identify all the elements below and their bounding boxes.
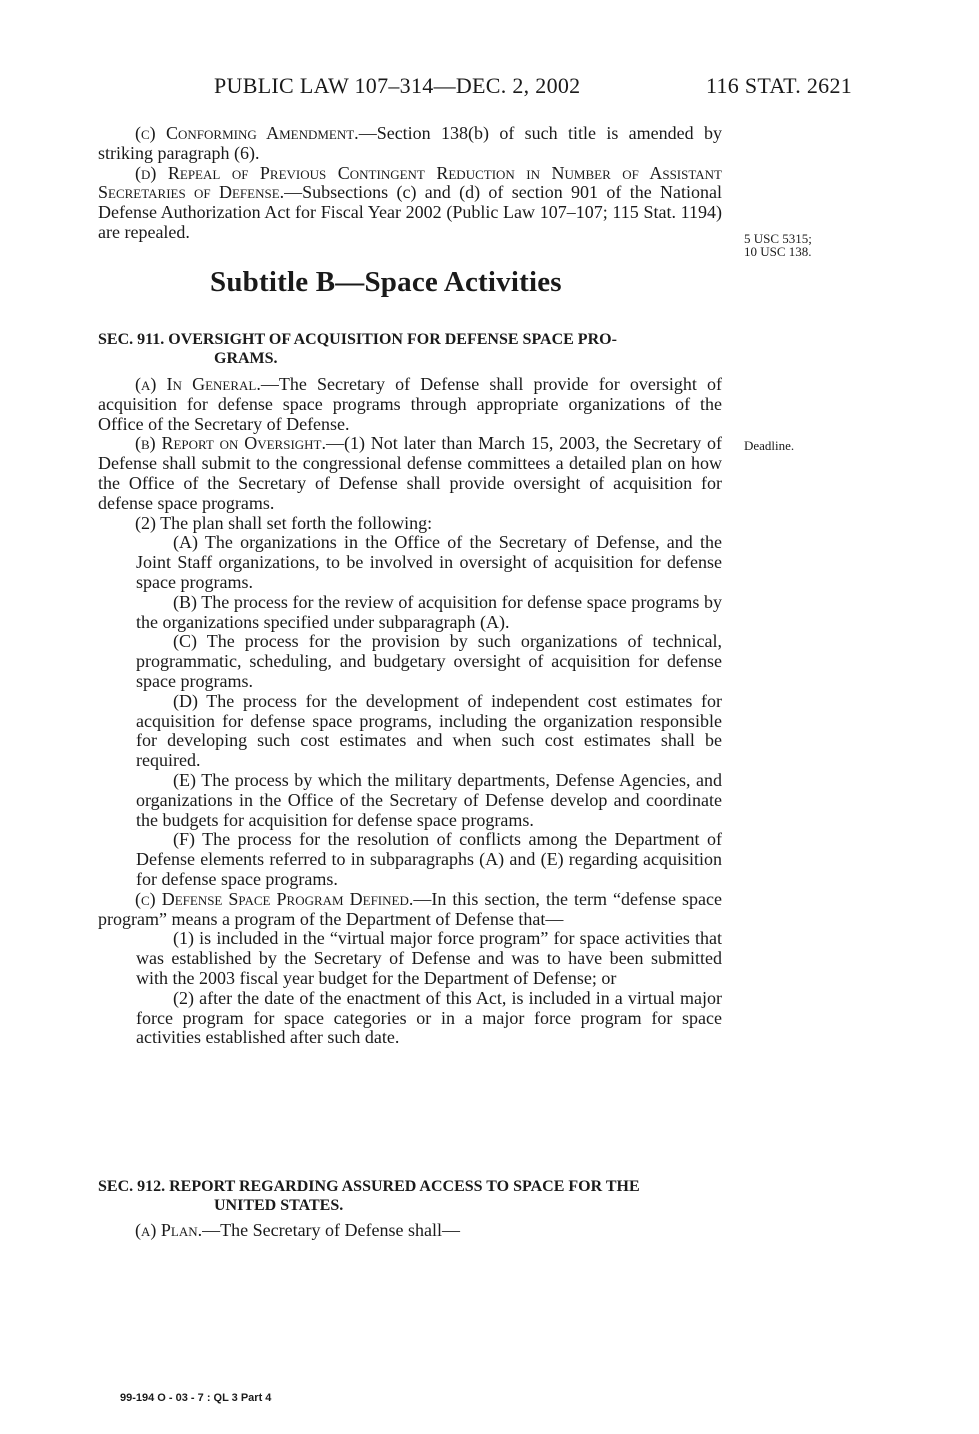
section-911-c2: (2) after the date of the enactment of this Act, is included in a virtual major force program for space categories or in a major force program for space activities established after such date. — [136, 987, 722, 1048]
section-911-a-heading: (a) In General. — [135, 374, 261, 394]
section-911-b-heading: (b) Report on Oversight. — [135, 433, 326, 454]
section-911-body — [98, 375, 722, 1048]
section-911-c-heading: (c) Defense Space Program Defined. — [135, 888, 414, 909]
section-911-c-text: —In this section, the term “defense space program” means a program of the Department of Defense that— — [98, 888, 723, 929]
section-911-heading-line2: GRAMS. — [214, 350, 278, 367]
running-header-title: PUBLIC LAW 107–314—DEC. 2, 2002 — [214, 73, 581, 98]
section-911-b2-A: (A) The organizations in the Office of the Secretary of Defense, and the Joint Staff organizations, to be involved in oversight of acquisition for defense space programs. — [136, 532, 722, 592]
section-911-b2-B: (B) The process for the review of acquisition for defense space programs by the organizations specified under subparagraph (A). — [136, 591, 722, 632]
section-911-a-text: —The Secretary of Defense shall provide for oversight of acquisition for defense space programs through appropriate organizations of the Office of the Secretary of Defense. — [98, 374, 723, 434]
margin-note-deadline: Deadline. — [744, 438, 795, 453]
section-911-b2-D: (D) The process for the development of independent cost estimates for acquisition for defense space programs, including the organization responsible for developing such cost estimates and when such cost estimates shall be required. — [136, 690, 722, 771]
section-911-b2: (2) The plan shall set forth the following: — [135, 512, 433, 533]
margin-note-usc — [744, 232, 812, 258]
section-912-body — [98, 1221, 722, 1241]
section-911-b2-E: (E) The process by which the military departments, Defense Agencies, and organizations in the Office of the Secretary of Defense develop and coordinate the budgets for acquisition for defense space programs. — [136, 769, 722, 830]
paragraph-c-text: —Section 138(b) of such title is amended by striking paragraph (6). — [98, 123, 722, 163]
section-912-heading — [98, 1177, 722, 1215]
section-top-block — [98, 124, 722, 243]
paragraph-c-conforming-amendment — [98, 124, 722, 164]
section-911-c — [98, 890, 722, 930]
section-911-b2-F: (F) The process for the resolution of conflicts among the Department of Defense elements referred to in subparagraphs (A) and (E) regarding acquisition for defense space programs. — [136, 829, 722, 889]
subtitle-heading: Subtitle B—Space Activities — [210, 266, 562, 298]
section-911-b-text: —(1) Not later than March 15, 2003, the Secretary of Defense shall submit to the congressional defense committees a detailed plan on how the Office of the Secretary of Defense shall provide oversight of acquisition for defense space programs. — [98, 433, 723, 513]
margin-note-usc-line2: 10 USC 138. — [744, 244, 812, 259]
paragraph-d-heading: (d) Repeal of Previous Contingent Reduction in Number of Assistant Secretaries of Defense. — [98, 162, 722, 203]
section-911-c1: (1) is included in the “virtual major force program” for space activities that was established by the Secretary of Defense and was to have been submitted with the 2003 fiscal year budget for the Department of Defense; or — [136, 928, 722, 988]
section-911-heading — [98, 330, 722, 368]
margin-note-usc-line1: 5 USC 5315; — [744, 231, 812, 246]
section-912-a-heading: (a) Plan. — [135, 1220, 203, 1240]
paragraph-d-repeal — [98, 164, 722, 243]
section-912-heading-line1: SEC. 912. REPORT REGARDING ASSURED ACCESS TO SPACE FOR THE — [98, 1178, 640, 1195]
paragraph-c-heading: (c) Conforming Amendment. — [135, 123, 359, 143]
section-912-a — [98, 1221, 722, 1241]
print-job-footer: 99-194 O - 03 - 7 : QL 3 Part 4 — [120, 1392, 272, 1404]
section-912-a-text: —The Secretary of Defense shall— — [202, 1220, 461, 1240]
paragraph-d-text: —Subsections (c) and (d) of section 901 of the National Defense Authorization Act for Fiscal Year 2002 (Public Law 107–107; 115 Stat. 1194) are repealed. — [98, 182, 722, 242]
running-header-stat-page: 116 STAT. 2621 — [706, 73, 853, 98]
section-912-heading-line2: UNITED STATES. — [214, 1197, 344, 1214]
section-911-b — [98, 434, 722, 513]
section-911-b2-C: (C) The process for the provision by such organizations of technical, programmatic, scheduling, and budgetary oversight of acquisition for defense space programs. — [136, 631, 722, 691]
section-911-heading-line1: SEC. 911. OVERSIGHT OF ACQUISITION FOR DEFENSE SPACE PRO- — [98, 331, 617, 348]
section-911-a — [98, 375, 722, 434]
